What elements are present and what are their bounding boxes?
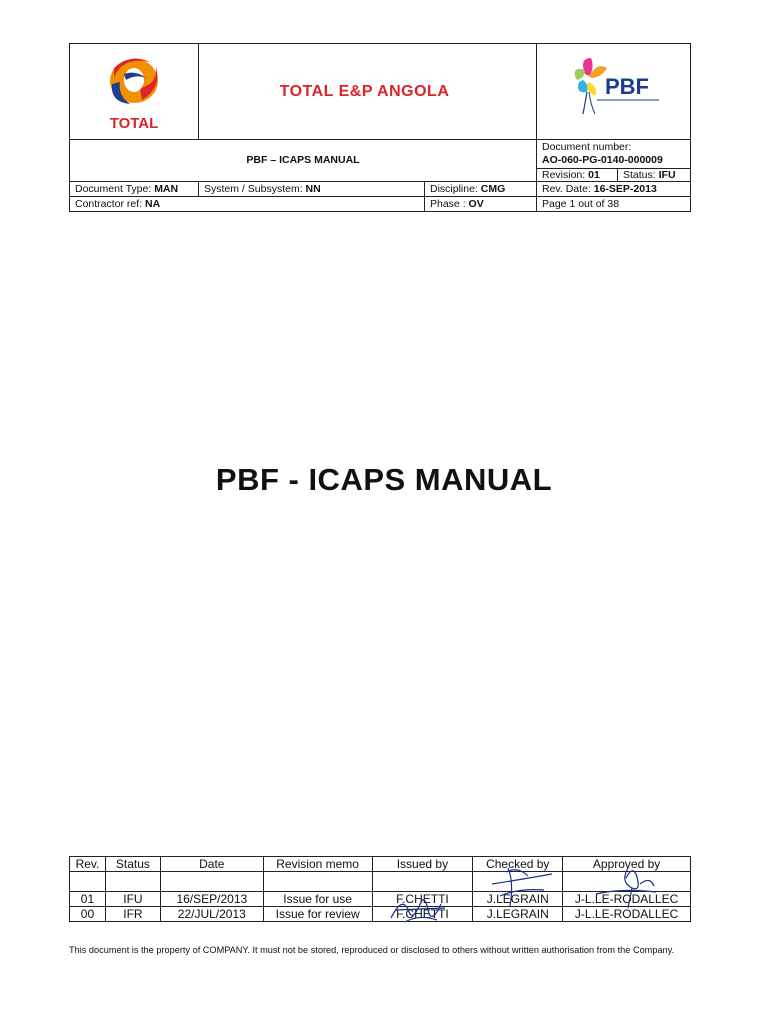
contractor-label: Contractor ref: xyxy=(75,198,143,210)
table-cell: F.CHETTI xyxy=(372,892,473,907)
contractor-cell xyxy=(70,197,425,212)
phase-cell xyxy=(425,197,537,212)
table-cell xyxy=(563,872,691,892)
revision-table-header xyxy=(70,857,691,872)
table-row xyxy=(70,872,691,892)
table-cell: F.CHETTI xyxy=(372,907,473,922)
pbf-logo-text: PBF xyxy=(605,74,649,99)
discipline-label: Discipline: xyxy=(430,183,478,195)
document-type-label: Document Type: xyxy=(75,183,152,195)
table-row xyxy=(70,907,691,922)
table-cell: 16/SEP/2013 xyxy=(160,892,263,907)
header-issued-by: Issued by xyxy=(372,857,473,872)
table-cell: Issue for review xyxy=(263,907,372,922)
header-date: Date xyxy=(160,857,263,872)
manual-title-cell xyxy=(70,140,537,182)
document-header xyxy=(69,43,691,212)
page-info: Page 1 out of 38 xyxy=(542,198,620,210)
table-cell: J.LEGRAIN xyxy=(473,892,563,907)
document-number-label: Document number: xyxy=(542,141,632,153)
document-title: PBF - ICAPS MANUAL xyxy=(215,462,553,497)
document-number-cell xyxy=(537,140,690,169)
discipline-cell xyxy=(425,182,537,197)
rev-date-value: 16-SEP-2013 xyxy=(593,183,657,195)
table-cell: 22/JUL/2013 xyxy=(160,907,263,922)
phase-label: Phase : xyxy=(430,198,466,210)
pbf-logo-cell xyxy=(537,44,690,140)
page-info-cell xyxy=(537,197,690,212)
header-status: Status xyxy=(105,857,160,872)
header-approved-by: Approved by xyxy=(563,857,691,872)
discipline-value: CMG xyxy=(480,183,506,195)
table-cell: J-L.LE-RODALLEC xyxy=(563,907,691,922)
document-type-cell xyxy=(70,182,199,197)
document-type-value: MAN xyxy=(154,183,179,195)
table-cell: IFR xyxy=(105,907,160,922)
table-cell xyxy=(372,872,473,892)
system-value: NN xyxy=(305,183,321,195)
revision-cell xyxy=(537,169,618,182)
table-cell xyxy=(70,872,106,892)
table-cell: 01 xyxy=(70,892,106,907)
footer-disclaimer: This document is the property of COMPANY. It must not be stored, reproduced or disclosed to others without written authorisation from the Company. xyxy=(69,945,675,955)
total-logo-cell xyxy=(70,44,199,140)
status-cell xyxy=(618,169,690,182)
table-cell: 00 xyxy=(70,907,106,922)
rev-date-cell xyxy=(537,182,690,197)
table-cell xyxy=(160,872,263,892)
table-cell: IFU xyxy=(105,892,160,907)
system-cell xyxy=(199,182,425,197)
system-label: System / Subsystem: xyxy=(204,183,303,195)
phase-value: OV xyxy=(468,198,484,210)
header-checked-by: Checked by xyxy=(473,857,563,872)
table-cell xyxy=(105,872,160,892)
rev-date-label: Rev. Date: xyxy=(542,183,591,195)
contractor-value: NA xyxy=(145,198,161,210)
pbf-logo-icon xyxy=(537,44,690,138)
status-value: IFU xyxy=(658,169,676,181)
manual-title: PBF – ICAPS MANUAL xyxy=(246,154,360,166)
total-logo-icon xyxy=(70,44,198,138)
table-cell: J.LEGRAIN xyxy=(473,907,563,922)
table-cell: J-L.LE-RODALLEC xyxy=(563,892,691,907)
table-cell xyxy=(263,872,372,892)
table-row xyxy=(70,892,691,907)
revision-label: Revision: xyxy=(542,169,586,181)
company-name-cell xyxy=(199,44,537,140)
status-label: Status: xyxy=(623,169,656,181)
document-number: AO-060-PG-0140-000009 xyxy=(542,154,663,166)
table-cell: Issue for use xyxy=(263,892,372,907)
header-revision-memo: Revision memo xyxy=(263,857,372,872)
table-cell xyxy=(473,872,563,892)
total-logo-text: TOTAL xyxy=(109,115,159,132)
revision-value: 01 xyxy=(588,169,600,181)
header-rev: Rev. xyxy=(70,857,106,872)
company-name: TOTAL E&P ANGOLA xyxy=(279,83,450,100)
revision-table xyxy=(69,856,691,922)
